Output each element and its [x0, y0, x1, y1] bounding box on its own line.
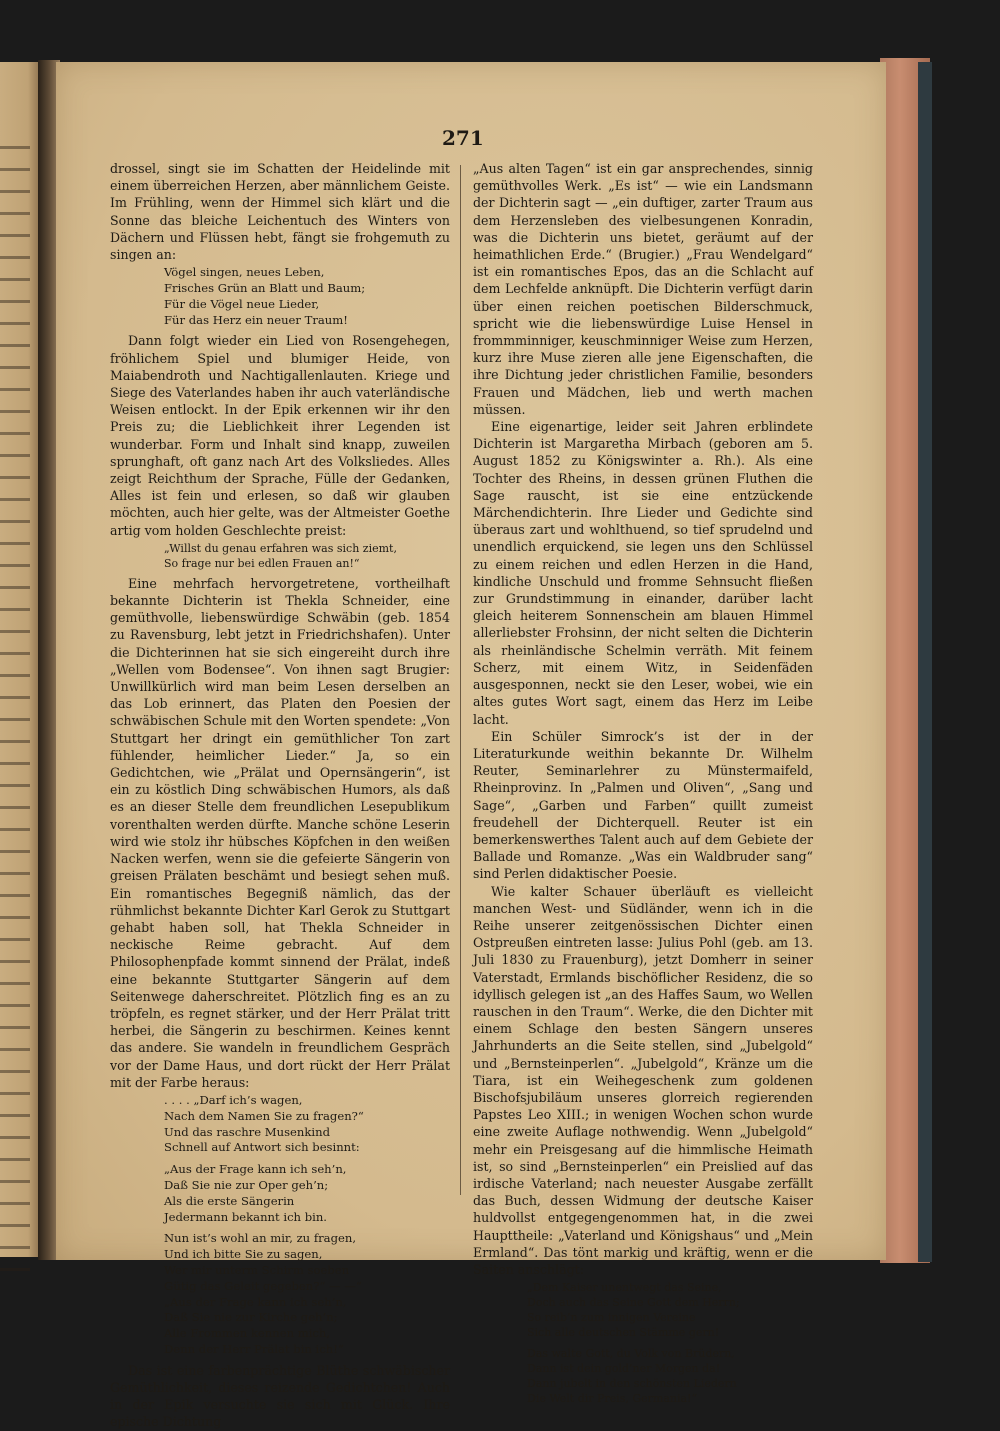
paragraph: Ein Schüler Simrock’s ist der in der Literaturkunde weithin bekannte Dr. Wilhelm Reuter, Seminarlehrer zu Münstermaifeld, Rheinprovinz. In „Palmen und Oliven“, „Sang und Sage“, „Garben und Farben“ quillt zumeist freudehell der Dichterquell. Reuter ist ein bemerkenswerthes Talent auch auf dem Gebiete der Ballade und Romanze. „Was ein Waldbruder sang“ sind Perlen didaktischer Poesie. [473, 728, 813, 882]
verse-line: So reib’n zum innigen Vereine [527, 1311, 696, 1325]
verse-block [164, 541, 450, 571]
verse-block [527, 1280, 813, 1406]
verse-line: Für das Herz ein neuer Traum! [164, 312, 348, 327]
verse-line: „Dem Kaiser unentwegt das Seine, [527, 1281, 722, 1295]
verse-line: Alle Frommen kennen mich, [164, 1326, 331, 1341]
paragraph: Wie kalter Schauer überläuft es vielleicht manchen West- und Südländer, wenn ich in die Reihe unserer zeitgenössischen Dichter einen Ostpreußen eintreten lasse: Julius Pohl (geb. am 13. Juli 1830 zu Frauenburg), jetzt Domherr in seiner Vaterstadt, Ermlands bischöflicher Residenz, die so idyllisch gelegen ist „an des Haffes Saum, wo Wellen rauschen in den Traum“. Werke, die den Dichter mit einem Schlage den besten Sängern unseres Jahrhunderts an die Seite stellen, sind „Jubelgold“ und „Bernsteinperlen“. „Jubelgold“, Kränze um die Tiara, ist ein Weihegeschenk zum goldenen Bischofsjubiläum unseres glorreich regierenden Papstes Leo XIII.; in wenigen Wochen schon wurde eine zweite Auflage nothwendig. Wenn „Jubelgold“ mehr ein Preisgesang auf die himmlische Heimath ist, so sind „Bernsteinperlen“ ein Preislied auf das irdische Vaterland; nach neuester Ausgabe zerfällt das Buch, dessen Widmung der deutsche Kaiser huldvollst entgegengenommen hat, in die zwei Haupttheile: „Vaterland und Königshaus“ und „Mein Ermland“. Das tönt markig und kräftig, wenn er die Saiten anschlägt: [473, 883, 813, 1277]
verse-line: Gütig das Geleit gegeben?“ — —“ [164, 1278, 362, 1293]
previous-page-text-fragment [0, 132, 30, 1282]
verse-line: Dann ist dein gold’ner Morgen da! [527, 1362, 721, 1376]
paragraph: Das ist eine farbenprächtige Blüthe schwäbischer Gemüthlichkeit, dieses reizende Gedichtchen! Auch in der Epik versuchte sie sich mit Glück. Ihre epische Dichtung [110, 1362, 450, 1430]
verse-line: Daß Sie nie zur Oper geh’n; [164, 1177, 329, 1192]
right-text-column [473, 160, 813, 1410]
verse-line: Daß Sie nie zur Kirche geh’n; [164, 1310, 338, 1325]
verse-line: Schnell auf Antwort sich besinnt: [164, 1140, 360, 1155]
paragraph: Eine eigenartige, leider seit Jahren erblindete Dichterin ist Margaretha Mirbach (geboren am 5. August 1852 zu Königswinter a. Rh.). Als eine Tochter des Rheins, in dessen grünen Fluthen die Sage rauscht, ist sie eine entzückende Märchendichterin. Ihre Lieder und Gedichte sind überaus zart und wohlthuend, so tief sprudelnd und unendlich erquickend, sie legen uns den Schlüssel zu einem reichen und edlen Herzen in die Hand, kindliche Unschuld und fromme Sehnsucht fließen zur Grundstimmung in einander, darüber lacht gleich heiterem Sonnenschein am blauen Himmel allerliebster Frohsinn, der nicht selten die Dichterin als rheinländische Schelmin verräth. Mit feinem Scherz, mit einem Witz, in Seidenfäden ausgesponnen, neckt sie den Leser, wobei, wie ein altes gutes Wort sagt, einem das Herz im Leibe lacht. [473, 419, 813, 727]
verse-line: Das walte Gott, du Volk von Brüdern, [527, 1347, 735, 1361]
verse-line: Denn der Herr Prälat bin ich!“ [164, 1341, 344, 1356]
verse-line: Für die Vögel neue Lieder, [164, 296, 320, 311]
verse-line: Dann jubelt in den schönsten Liedern [527, 1377, 737, 1391]
verse-line: „Aus der Frage kann ich seh’n, [164, 1294, 347, 1309]
column-divider [460, 165, 461, 1195]
verse-line: Nach dem Namen Sie zu fragen?“ [164, 1108, 364, 1123]
left-text-column [110, 160, 450, 1431]
verse-line: „Aus der Frage kann ich seh’n, [164, 1162, 347, 1177]
paragraph: Dann folgt wieder ein Lied von Rosengehegen, fröhlichem Spiel und blumiger Heide, von Maiabendroth und Nachtigallenlauten. Kriege und Siege des Vaterlandes haben ihr auch vaterländische Weisen entlockt. In der Epik erkennen wir ihr den Preis zu; die Lieblichkeit ihrer Legenden ist wunderbar. Form und Inhalt sind knapp, zuweilen sprunghaft, oft ganz nach Art des Volksliedes. Alles zeigt Reichthum der Sprache, Fülle der Gedanken, Alles ist fein und erlesen, so daß wir glauben möchten, auch hier gelte, was der Altmeister Goethe artig vom holden Geschlechte preist: [110, 333, 450, 538]
verse-line: Doch auch das Seine Gott dem Herrn; [527, 1296, 740, 1310]
paragraph: Eine mehrfach hervorgetretene, vortheilhaft bekannte Dichterin ist Thekla Schneider, eine gemüthvolle, liebenswürdige Schwäbin (geb. 1854 zu Ravensburg, lebt jetzt in Friedrichshafen). Unter die Dichterinnen hat sie sich eingereiht durch ihre „Wellen vom Bodensee“. Von ihnen sagt Brugier: Unwillkürlich wird man beim Lesen derselben an das Lob erinnert, das Platen den Poesien der schwäbischen Schule mit den Worten spendete: „Von Stuttgart her dringt ein gemüthlicher Ton zart fühlender, heimlicher Lieder.“ Ja, so ein Gedichtchen, wie „Prälat und Opernsängerin“, ist ein zu köstlich Ding schwäbischen Humors, als daß es an dieser Stelle dem freundlichen Lesepublikum vorenthalten werden dürfte. Manche schöne Leserin wird wie stolz ihr hübsches Köpfchen in den weißen Nacken werfen, wenn sie die gefeierte Sängerin von greisen Prälaten beschämt und besiegt sehen muß. Ein romantisches Begegniß nämlich, das der rühmlichst bekannte Dichter Karl Gerok zu Stuttgart gehabt haben soll, hat Thekla Schneider in neckische Reime gebracht. Auf dem Philosophenpfade kommt sinnend der Prälat, indeß eine bekannte Stuttgarter Sängerin auf dem Seitenwege daherschreitet. Plötzlich fing es an zu tröpfeln, es regnet stärker, und der Herr Prälat tritt herbei, die Sängerin zu beschirmen. Keines kennt das andere. Sie wandeln in freundlichem Gespräch vor der Dame Haus, und dort rückt der Herr Prälat mit der Farbe heraus: [110, 575, 450, 1090]
verse-line: Sich alle deutschen Stämme gern! [527, 1326, 720, 1340]
page-number: 271 [442, 126, 484, 150]
paragraph: drossel, singt sie im Schatten der Heidelinde mit einem überreichen Herzen, aber männlichem Geiste. Im Frühling, wenn der Himmel sich klärt und die Sonne das bleiche Leichentuch des Winters von Dächern und Flüssen hebt, fängt sie frohgemuth zu singen an: [110, 161, 450, 263]
verse-line: Die Welt dir Preis, Germania!“ [527, 1392, 698, 1406]
verse-line: . . . . „Darf ich’s wagen, [164, 1092, 303, 1107]
verse-line: Und das raschre Musenkind [164, 1124, 331, 1139]
verse-line: Jedermann bekannt ich bin. [164, 1209, 327, 1224]
verse-line: Und ich bitte Sie zu sagen, [164, 1247, 323, 1262]
verse-block [164, 1093, 450, 1358]
verse-line: Als die erste Sängerin [164, 1193, 295, 1208]
paragraph: „Aus alten Tagen“ ist ein gar ansprechendes, sinnig gemüthvolles Werk. „Es ist“ — wie ein Landsmann der Dichterin sagt — „ein duftiger, zarter Traum aus dem Herzensleben des vielbesungenen Konradin, was die Dichterin uns bietet, geräumt auf der heimathlichen Erde.“ (Brugier.) „Frau Wendelgard“ ist ein romantisches Epos, das an die Schlacht auf dem Lechfelde anknüpft. Die Dichterin verfügt darin über einen reichen poetischen Bilderschmuck, spricht wie die liebenswürdige Luise Hensel in frommminniger, keuschminniger Weise zum Herzen, kurz ihre Muse zieren alle jene Eigenschaften, die ihre Dichtung jeder christlichen Familie, besonders Frauen und Mädchen, lieb und werth machen müssen. [473, 161, 813, 417]
previous-page-edge [0, 62, 40, 1257]
verse-line: Frisches Grün an Blatt und Baum; [164, 281, 366, 296]
verse-line: Wer mir unterm Schirm soeben [164, 1262, 350, 1277]
verse-line: So frage nur bei edlen Frauen an!“ [164, 556, 360, 570]
verse-line: „Willst du genau erfahren was sich ziemt, [164, 541, 397, 555]
verse-block [164, 265, 450, 328]
book-cover-board [918, 62, 932, 1262]
verse-line: Nun ist’s wohl an mir, zu fragen, [164, 1231, 357, 1246]
verse-line: Vögel singen, neues Leben, [164, 265, 325, 280]
